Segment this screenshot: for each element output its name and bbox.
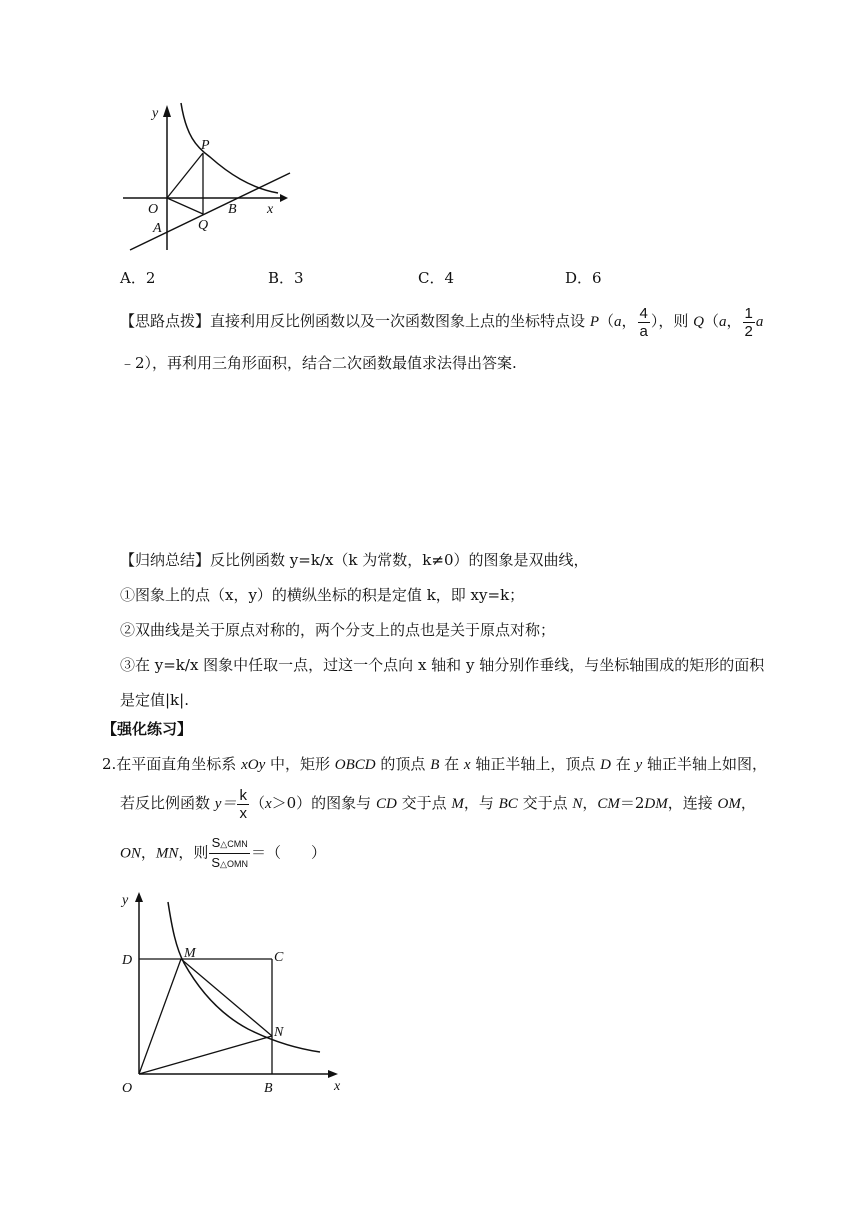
label-d: D <box>122 953 133 968</box>
segment-om <box>139 959 181 1074</box>
label-o: O <box>122 1081 133 1096</box>
segment-op <box>167 153 203 198</box>
label-o: O <box>148 202 159 217</box>
label-m: M <box>184 946 196 961</box>
label-b: B <box>228 202 237 217</box>
x-axis-arrow-icon <box>328 1070 338 1078</box>
label-y: y <box>122 893 129 908</box>
fraction-k-over-x: $\frac{k}{x}$ <box>239 786 247 822</box>
hint-tag: 【思路点拨】 <box>120 312 211 330</box>
hyperbola-curve <box>181 103 278 193</box>
option-b: B．3 <box>268 269 304 287</box>
fraction-4-over-a: $\frac{4}{a}$ <box>639 304 648 340</box>
x-axis-arrow-icon <box>280 194 288 202</box>
label-x: x <box>267 202 274 217</box>
label-b: B <box>264 1081 273 1096</box>
label-q: Q <box>198 218 209 233</box>
summary-item-3: ③在 y=k/x 图象中任取一点，过这一个点向 x 轴和 y 轴分别作垂线，与坐标轴围成的矩形的面积 <box>120 656 765 674</box>
area-ratio-fraction: $\frac{\text{S△CMN}}{\text{S△OMN}}$ <box>211 835 248 870</box>
figure-1 <box>118 95 298 260</box>
summary-line-1: 【归纳总结】反比例函数 y=k/x（k 为常数，k≠0）的图象是双曲线， <box>120 551 589 569</box>
label-x: x <box>334 1079 341 1094</box>
y-axis-arrow-icon <box>163 105 171 117</box>
problem2-line-3: ON，MN，则 $\frac{\text{S△CMN}}{\text{S△OMN}}$ ＝（ ） <box>120 834 326 873</box>
summary-item-2: ②双曲线是关于原点对称的，两个分支上的点也是关于原点对称； <box>120 621 556 639</box>
option-d: D．6 <box>565 269 602 287</box>
problem2-line-1: 2.在平面直角坐标系 xOy 中，矩形 OBCD 的顶点 B 在 x 轴正半轴上，顶点 D 在 y 轴正半轴上如图， <box>102 755 767 773</box>
label-y: y <box>152 106 159 121</box>
summary-item-1: ①图象上的点（x，y）的横纵坐标的积是定值 k，即 xy=k； <box>120 586 525 604</box>
problem2-line-2: 若反比例函数 y＝ $\frac{k}{x}$ （x＞0）的图象与 CD 交于点 M，与 BC 交于点 N，CM＝2DM，连接 OM， <box>120 786 756 822</box>
y-axis-arrow-icon <box>135 892 143 902</box>
section-title: 【强化练习】 <box>102 720 193 738</box>
label-p: P <box>201 138 210 153</box>
fraction-1-over-2: $\frac{1}{2}$ <box>744 304 753 340</box>
option-c: C．4 <box>418 269 455 287</box>
segment-oq <box>167 198 203 214</box>
segment-on <box>139 1036 272 1074</box>
label-a: A <box>153 221 162 236</box>
segment-mn <box>181 959 272 1036</box>
label-c: C <box>274 950 284 965</box>
hyperbola-curve <box>168 902 320 1052</box>
label-n: N <box>274 1025 284 1040</box>
summary-tag: 【归纳总结】 <box>120 551 211 569</box>
option-a: A．2 <box>120 269 156 287</box>
hint-line-1: 【思路点拨】直接利用反比例函数以及一次函数图象上点的坐标特点设 P（a， $\frac{4}{a}$ ），则 Q（a， $\frac{1}{2}$ a <box>120 304 764 340</box>
summary-item-3b: 是定值|k|. <box>120 691 189 709</box>
figure-2 <box>118 888 358 1098</box>
hint-line-2: ﹣2），再利用三角形面积，结合二次函数最值求法得出答案. <box>120 354 517 372</box>
